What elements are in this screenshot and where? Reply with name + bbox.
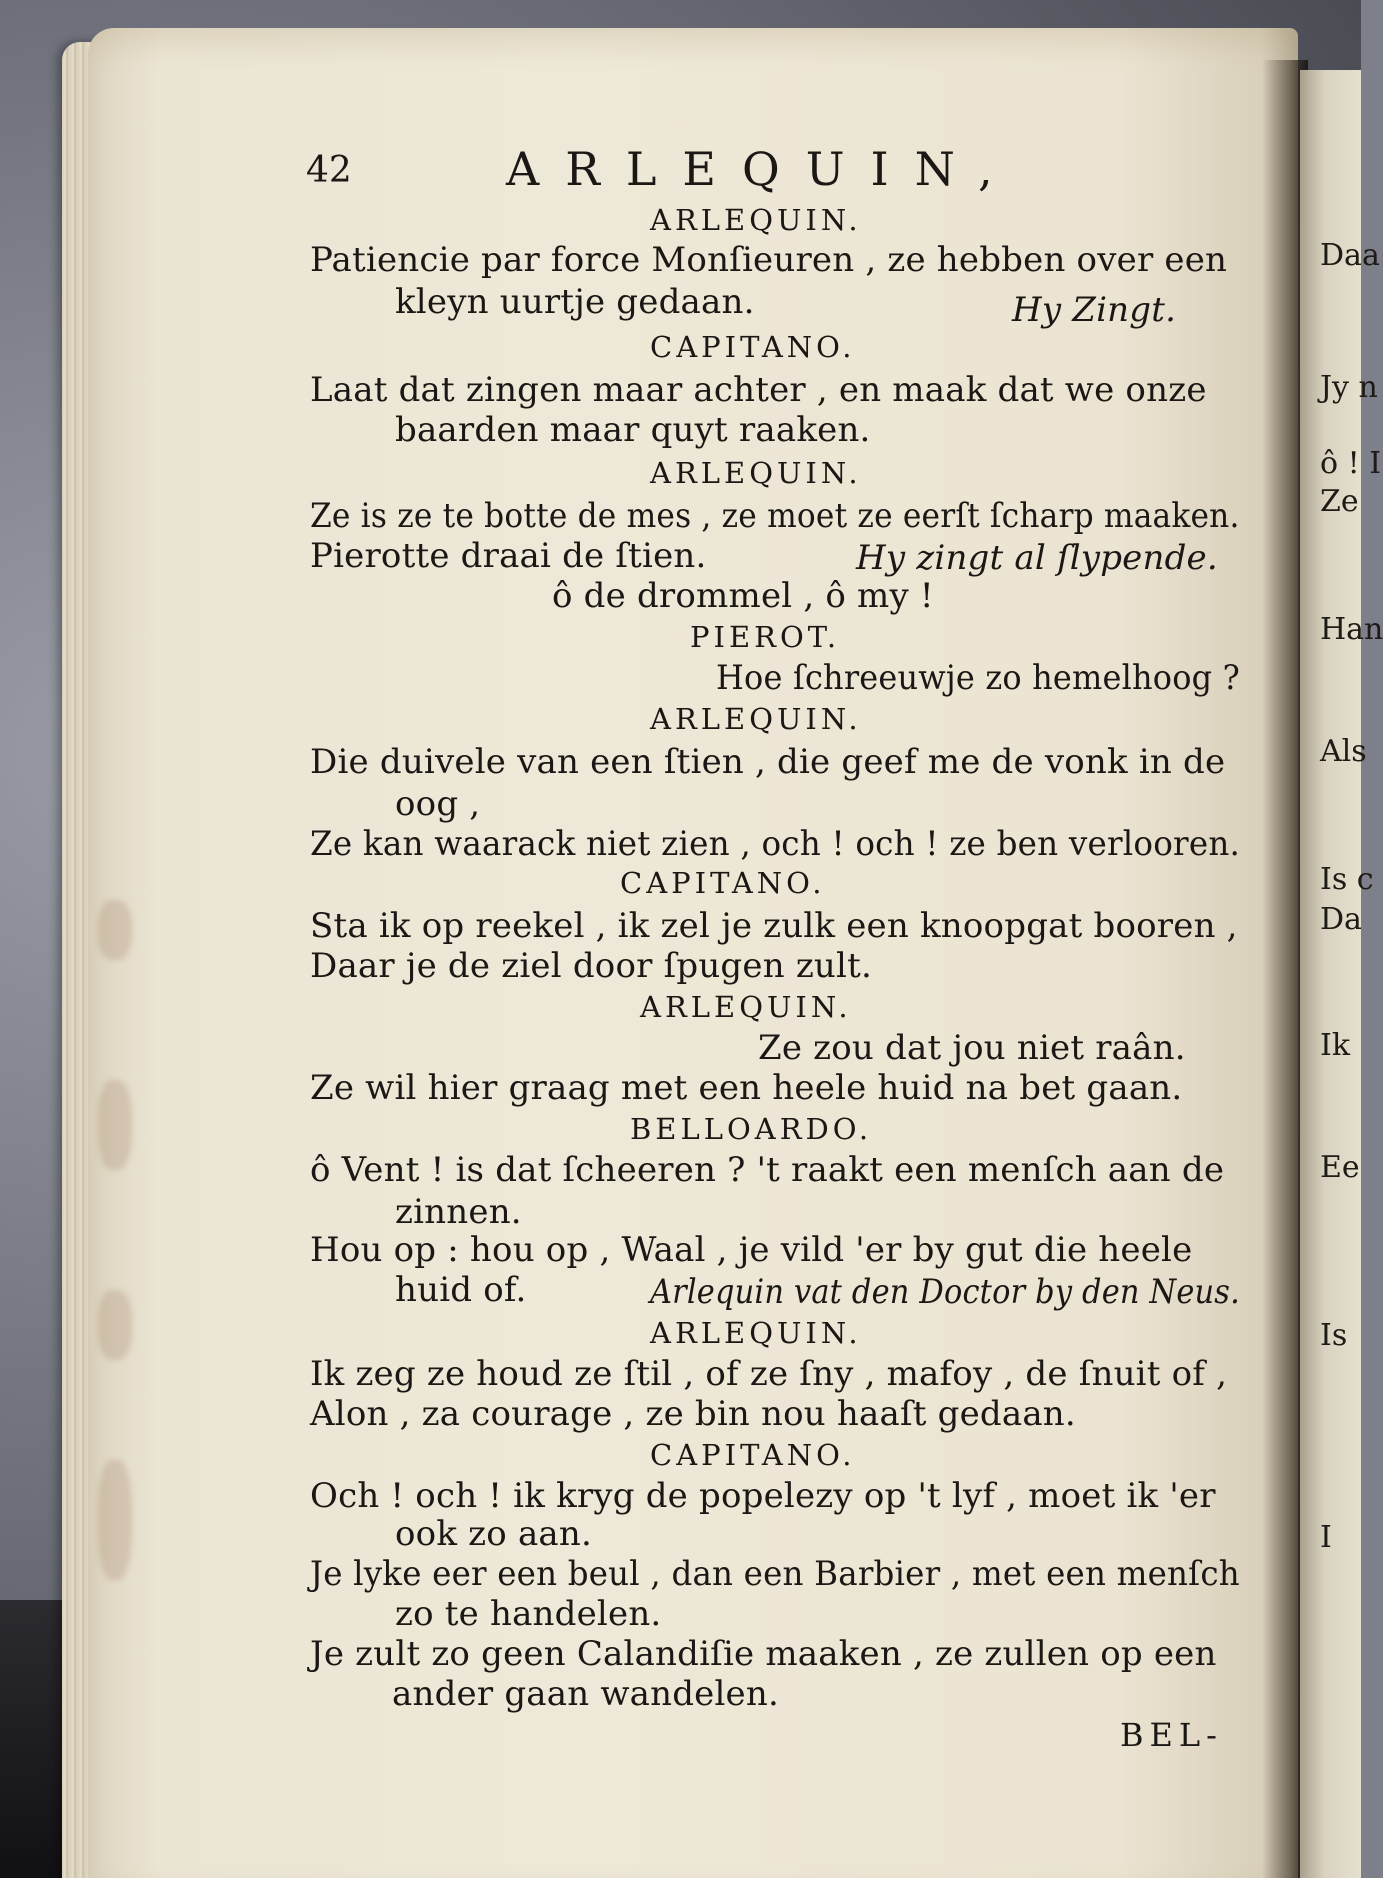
facing-page-fragment: Daa (1320, 238, 1380, 273)
text-line: Ze zou dat jou niet raân. (758, 1028, 1186, 1068)
text-line: huid of. (395, 1270, 527, 1310)
facing-page-fragment: Da (1320, 902, 1362, 937)
text-line: Hoe ſchreeuwje zo hemelhoog ? (716, 658, 1240, 698)
text-line: zinnen. (395, 1192, 522, 1232)
text-line: oog , (395, 784, 481, 824)
speaker-name: ARLEQUIN. (650, 702, 862, 736)
text-line: ô Vent ! is dat ſcheeren ? 't raakt een menſch aan de (310, 1150, 1225, 1190)
facing-page-fragment: Jy n (1320, 370, 1378, 405)
facing-page-fragment: ô ! I (1320, 446, 1382, 481)
facing-page-fragment: Ze (1320, 484, 1359, 519)
stage-direction: Arlequin vat den Doctor by den Neus. (650, 1272, 1240, 1312)
text-line: Ze kan waarack niet zien , och ! och ! ze ben verlooren. (310, 824, 1241, 864)
facing-page-fragment: Als (1320, 734, 1367, 769)
speaker-name: CAPITANO. (620, 866, 826, 900)
facing-page-fragment: Han (1320, 612, 1383, 647)
facing-page-fragment: Is c (1320, 862, 1374, 897)
text-line: Patiencie par force Monſieuren , ze hebben over een (310, 240, 1228, 280)
catchword: BEL- (1120, 1716, 1223, 1754)
text-line: ô de drommel , ô my ! (552, 576, 934, 616)
speaker-name: CAPITANO. (650, 330, 856, 364)
text-line: Ze wil hier graag met een heele huid na bet gaan. (310, 1068, 1183, 1108)
speaker-name: ARLEQUIN. (650, 1316, 862, 1350)
speaker-name: PIEROT. (690, 620, 841, 654)
text-line: Hou op : hou op , Waal , je vild 'er by gut die heele (310, 1230, 1193, 1270)
speaker-name: ARLEQUIN. (650, 456, 862, 490)
text-line: Laat dat zingen maar achter , en maak dat we onze (310, 370, 1207, 410)
facing-page-fragment: I (1320, 1520, 1332, 1555)
text-line: Alon , za courage , ze bin nou haaſt gedaan. (310, 1394, 1076, 1434)
text-line: zo te handelen. (395, 1594, 662, 1634)
text-line: Ik zeg ze houd ze ſtil , of ze ſny , mafoy , de ſnuit of , (310, 1354, 1228, 1394)
facing-page-fragment: Is (1320, 1318, 1348, 1353)
text-line: baarden maar quyt raaken. (395, 410, 871, 450)
speaker-name: CAPITANO. (650, 1438, 856, 1472)
text-line: Je zult zo geen Calandiſie maaken , ze zullen op een (310, 1634, 1217, 1674)
text-line: ander gaan wandelen. (392, 1674, 779, 1714)
speaker-name: ARLEQUIN. (650, 203, 862, 237)
stage-direction: Hy zingt al ſlypende. (856, 538, 1218, 578)
stage-direction: Hy Zingt. (1012, 290, 1177, 330)
text-line: Daar je de ziel door ſpugen zult. (310, 946, 872, 986)
text-line: Pierotte draai de ſtien. (310, 536, 707, 576)
text-line: Die duivele van een ſtien , die geef me de vonk in de (310, 742, 1226, 782)
page-number: 42 (306, 150, 352, 191)
text-line: Je lyke eer een beul , dan een Barbier , met een menſch (310, 1554, 1240, 1594)
facing-page-fragment: Ik (1320, 1028, 1351, 1063)
text-line: Sta ik op reekel , ik zel je zulk een knoopgat booren , (310, 906, 1238, 946)
text-line: kleyn uurtje gedaan. (395, 282, 755, 322)
speaker-name: ARLEQUIN. (640, 990, 852, 1024)
speaker-name: BELLOARDO. (630, 1112, 873, 1146)
facing-page-fragment: Ee (1320, 1150, 1360, 1185)
text-line: ook zo aan. (395, 1514, 592, 1554)
running-title: ARLEQUIN, (506, 142, 1019, 196)
text-line: Och ! och ! ik kryg de popelezy op 't lyf , moet ik 'er (310, 1476, 1216, 1516)
text-line: Ze is ze te botte de mes , ze moet ze eerſt ſcharp maaken. (310, 496, 1240, 536)
